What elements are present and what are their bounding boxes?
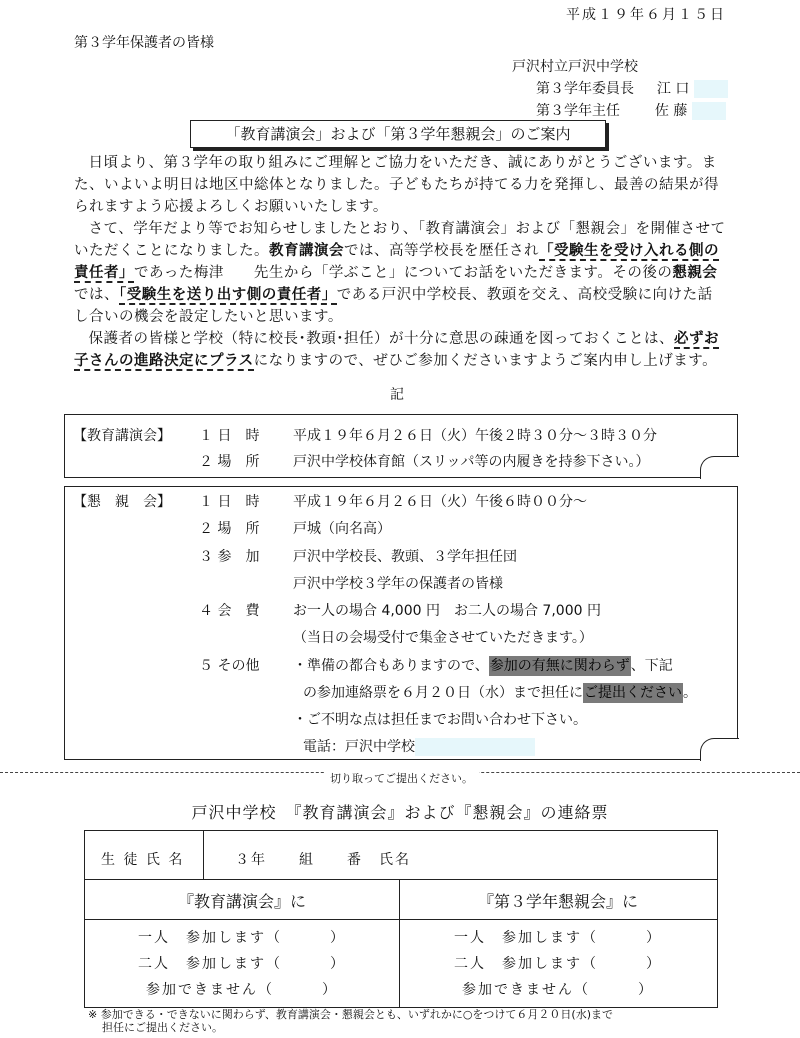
redacted-mask	[694, 80, 728, 98]
party-column-header: 『第３学年懇親会』に	[477, 892, 638, 911]
document-title: 「教育講演会」および「第３学年懇親会」のご案内	[190, 120, 606, 148]
redacted-mask	[415, 738, 535, 756]
reply-form	[84, 830, 718, 1008]
lecture-option-two[interactable]: 二人 参加します（ ）	[138, 956, 346, 972]
addressee: 第３学年保護者の皆様	[74, 35, 214, 51]
paragraph-2: さて、学年だより等でお知らせしましたとおり、「教育講演会」および「懇親会」を開催させていただくことになりました。教育講演会では、高等学校長を歴任され「受験生を受け入れる側の責任者」であった梅津 先生から「学ぶこと」についてお話をいただきます。その後の懇親会では、「受験生を送り出す側の責任者」である戸沢中学校長、教頭を交え、高校受験に向けた話し合いの機会を設定したいと思います。	[74, 221, 726, 325]
form-title: 戸沢中学校 『教育講演会』および『懇親会』の連絡票	[191, 803, 609, 822]
party-option-two[interactable]: 二人 参加します（ ）	[454, 956, 662, 972]
paragraph-1: 日頃より、第３学年の取り組みにご理解とご協力をいただき、誠にありがとうございます。また、いよいよ明日は地区中総体となりました。子どもたちが持てる力を発揮し、最善の結果が得られますよう応援よろしくお願いいたします。	[74, 155, 719, 215]
committee-row	[512, 78, 728, 100]
party-box: 【懇 親 会】 １ 日 時 平成１９年６月２６日（火）午後６時００分～ ２ 場 所 戸城（向名高） ３ 参 加 戸沢中学校長、教頭、３学年担任団 戸沢中学校３学年の保護者の皆様 ４ 会 費 お一人の場合 4,000 円 お二人の場合 7,000 円 （当日の会場受付で集金させていただきます。） ５ その他 ・準備の都合もありますので、参加の有無に関わらず、下記 の参加連絡票を６月２０日（水）まで担任にご提出ください。 ・ご不明な点は担任までお問い合わせ下さい。 電話：戸沢中学校	[64, 486, 738, 760]
lecture-option-one[interactable]: 一人 参加します（ ）	[138, 930, 346, 946]
teacher-name: 佐 藤	[654, 103, 688, 119]
lecture-option-none[interactable]: 参加できません（ ）	[146, 982, 338, 998]
student-name-label: 生 徒 氏 名	[101, 852, 185, 868]
page-curl	[700, 738, 739, 761]
teacher-title: 第３学年主任	[536, 103, 620, 119]
party-label: 【懇 親 会】	[73, 494, 171, 510]
lecture-box: 【教育講演会】 １ 日 時 平成１９年６月２６日（火）午後２時３０分～３時３０分 ２ 場 所 戸沢中学校体育館（スリッパ等の内履きを持参下さい。）	[64, 414, 738, 478]
teacher-row	[512, 100, 728, 122]
highlight: 参加の有無に関わらず	[489, 658, 630, 674]
page-curl	[700, 456, 739, 479]
committee-name: 江 口	[656, 81, 690, 97]
committee-title: 第３学年委員長	[536, 81, 634, 97]
lecture-column-header: 『教育講演会』に	[177, 892, 306, 911]
cut-label: 切り取ってご提出ください。	[324, 770, 479, 786]
sender-block	[512, 56, 728, 122]
body-text	[74, 152, 726, 372]
document-date: 平成１９年６月１５日	[566, 7, 726, 23]
lecture-label: 【教育講演会】	[73, 428, 171, 444]
paragraph-3: 保護者の皆様と学校（特に校長･教頭･担任）が十分に意思の疎通を図っておくことは、必ずお子さんの進路決定にプラスになりますので、ぜひご参加くださいますようご案内申し上げます。	[74, 331, 719, 369]
party-option-one[interactable]: 一人 参加します（ ）	[454, 930, 662, 946]
school-name: 戸沢村立戸沢中学校	[512, 59, 638, 75]
student-name-field[interactable]: ３年 組 番 氏名	[235, 852, 411, 868]
party-option-none[interactable]: 参加できません（ ）	[462, 982, 654, 998]
redacted-mask	[692, 102, 726, 120]
footnote: ※ 参加できる・できないに関わらず、教育講演会・懇親会とも、いずれかに○をつけて６月２０日(水)まで 担任にご提出ください。	[88, 1008, 614, 1034]
phone-label: 電話：戸沢中学校	[303, 739, 415, 755]
highlight: ご提出ください	[584, 685, 682, 701]
ki-heading: 記	[390, 387, 404, 403]
